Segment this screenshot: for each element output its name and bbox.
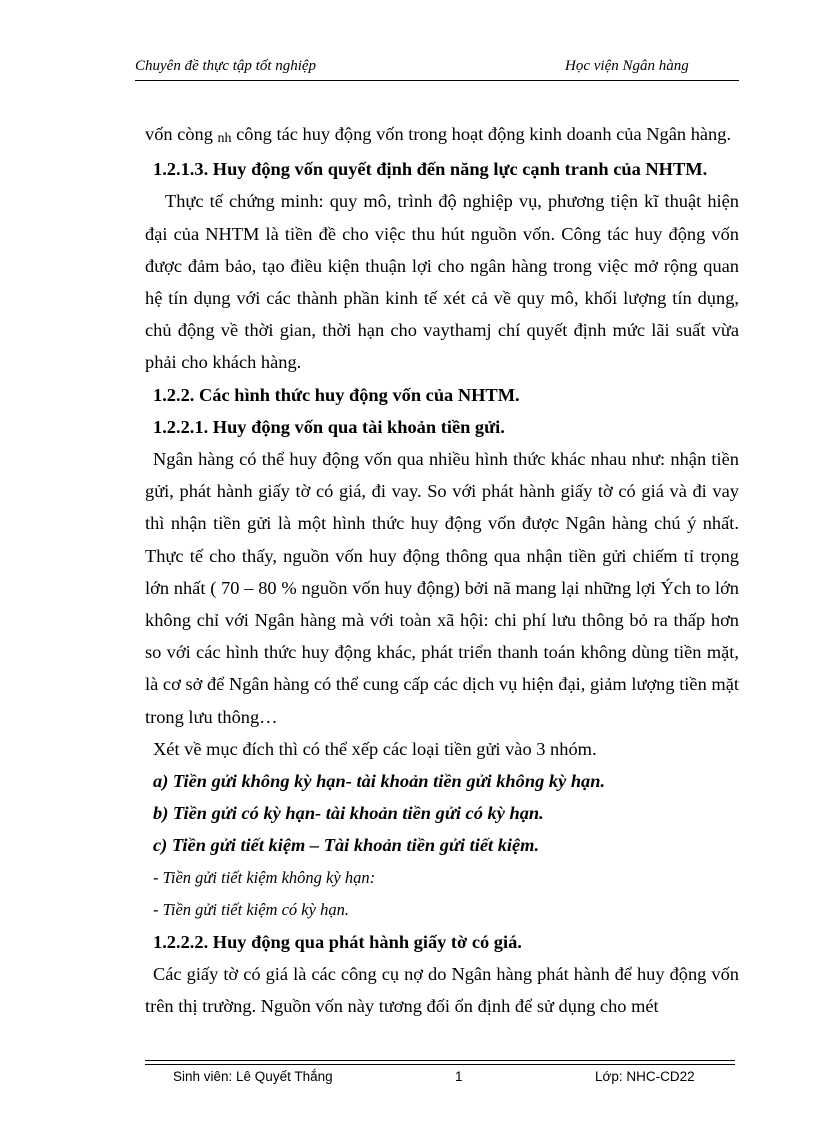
list-item-b: b) Tiền gửi có kỳ hạn- tài khoản tiền gửi có kỳ hạn.	[153, 803, 544, 824]
heading-1-2-2-2: 1.2.2.2. Huy động qua phát hành giấy tờ có giá.	[153, 932, 522, 953]
list-item-c: c) Tiền gửi tiết kiệm – Tài khoản tiền gửi tiết kiệm.	[153, 835, 540, 856]
paragraph-competitiveness: Thực tế chứng minh: quy mô, trình độ nghiệp vụ, phương tiện kĩ thuật hiện đại của NHTM là tiền đề cho việc thu hút nguồn vốn. Công tác huy động vốn được đảm bảo, tạo điều kiện thuận lợi cho ngân hàng trong việc mở rộng quan hệ tín dụng với các thành phần kinh tế xét cả về quy mô, khối lượng tín dụng, chủ động về thời gian, thời hạn cho vaythamj chí quyết định mức lãi suất vừa phải cho khách hàng.	[145, 191, 739, 373]
footer-student: Sinh viên: Lê Quyết Thắng	[173, 1069, 333, 1084]
page-footer	[173, 1069, 743, 1089]
dash-item-demand-savings: - Tiền gửi tiết kiệm không kỳ hạn:	[153, 867, 376, 887]
footer-rule-bottom	[145, 1064, 735, 1065]
paragraph-intro-end: công tác huy động vốn trong hoạt động kinh doanh của Ngân hàng.	[231, 124, 732, 144]
list-item-a: a) Tiền gửi không kỳ hạn- tài khoản tiền gửi không kỳ hạn.	[153, 771, 606, 792]
paragraph-intro-fragment: nh	[217, 131, 232, 146]
page-number: 1	[455, 1069, 463, 1084]
paragraph-deposit-groups: Xét về mục đích thì có thể xếp các loại tiền gửi vào 3 nhóm.	[153, 738, 597, 759]
header-rule	[135, 80, 739, 81]
footer-rule-top	[145, 1060, 735, 1061]
footer-class: Lớp: NHC-CD22	[595, 1069, 695, 1084]
header-document-type: Chuyên đề thực tập tốt nghiệp	[135, 58, 317, 74]
header-institution: Học viện Ngân hàng	[565, 58, 689, 74]
document-body	[145, 118, 739, 1023]
heading-1-2-2: 1.2.2. Các hình thức huy động vốn của NHTM.	[153, 384, 520, 405]
page-header	[135, 58, 739, 80]
heading-1-2-2-1: 1.2.2.1. Huy động vốn qua tài khoản tiền gửi.	[153, 416, 505, 437]
paragraph-intro	[145, 118, 739, 153]
paragraph-deposit-accounts: Ngân hàng có thể huy động vốn qua nhiều hình thức khác nhau như: nhận tiền gửi, phát hành giấy tờ có giá, đi vay. So với phát hành giấy tờ có giá và đi vay thì nhận tiền gửi là một hình thức huy động vốn được Ngân hàng chú ý nhất. Thực tế cho thấy, nguồn vốn huy động thông qua nhận tiền gửi chiếm tỉ trọng lớn nhất ( 70 – 80 % nguồn vốn huy động) bởi nã mang lại những lợi Ých to lớn không chỉ với Ngân hàng mà với toàn xã hội: chi phí lưu thông bỏ ra thấp hơn so với các hình thức huy động khác, phát triển thanh toán không dùng tiền mặt, là cơ sở để Ngân hàng có thể cung cấp các dịch vụ hiện đại, giảm lượng tiền mặt trong lưu thông…	[145, 449, 739, 727]
paragraph-intro-start: vốn còng	[145, 124, 218, 144]
dash-item-term-savings: - Tiền gửi tiết kiệm có kỳ hạn.	[153, 899, 349, 919]
heading-1-2-1-3: 1.2.1.3. Huy động vốn quyết định đến năng lực cạnh tranh của NHTM.	[153, 159, 708, 180]
paragraph-valuable-papers: Các giấy tờ có giá là các công cụ nợ do Ngân hàng phát hành để huy động vốn trên thị trường. Nguồn vốn này tương đối ổn định để sử dụng cho mét	[145, 964, 739, 1017]
